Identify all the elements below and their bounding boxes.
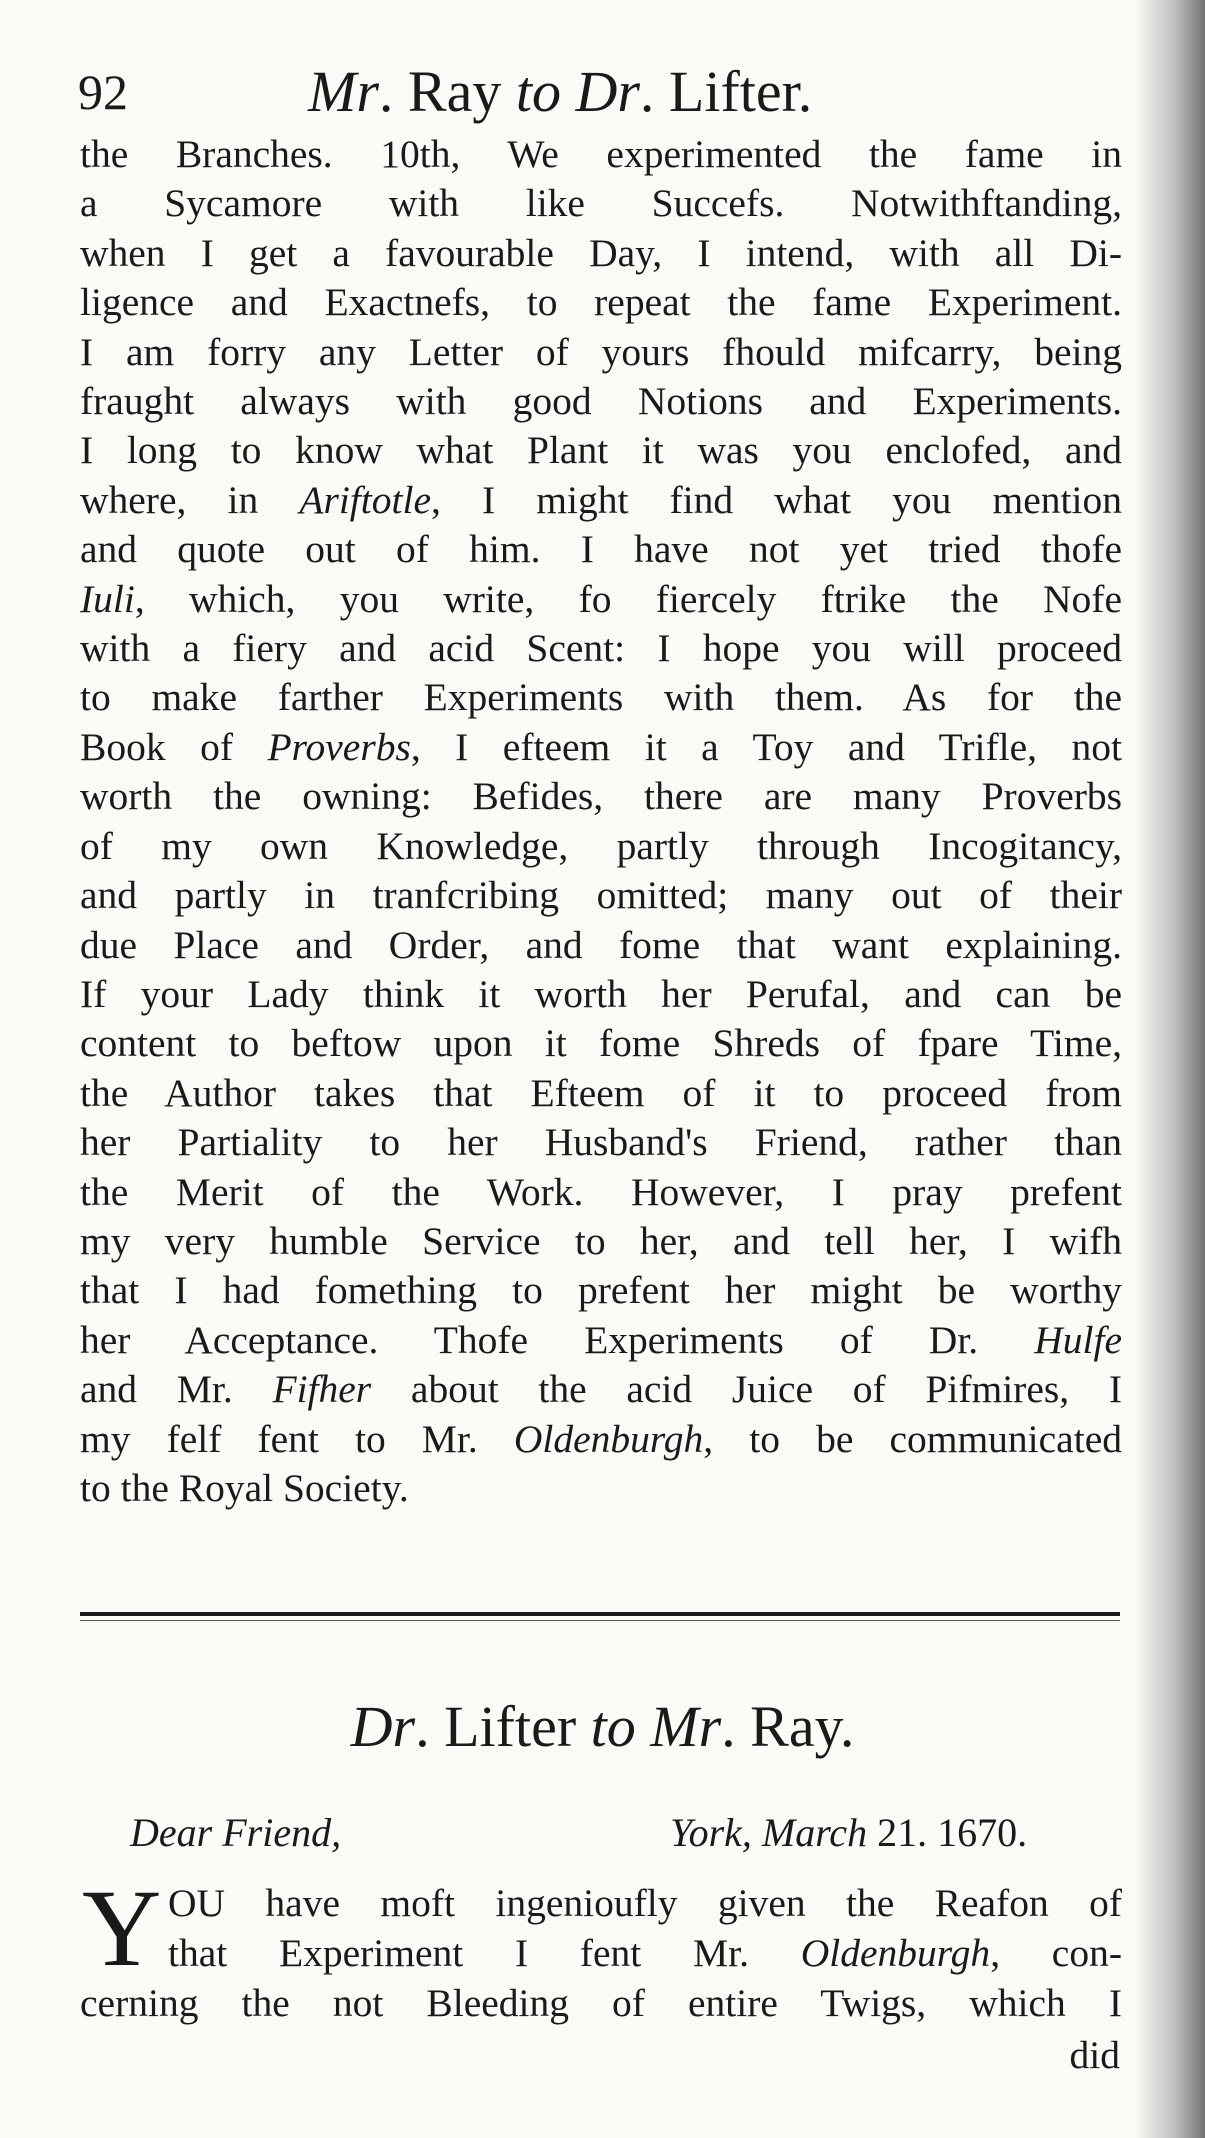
text-line: I am forry any Letter of yours fhould mifcarry, being	[80, 329, 1122, 374]
spine-shadow	[1135, 0, 1205, 2138]
text-line: to make farther Experiments with them. As for the	[80, 675, 1122, 720]
text-line: the Branches. 10th, We experimented the fame in	[80, 132, 1122, 176]
running-head-dr: Dr	[560, 59, 640, 124]
running-head-to: to	[515, 59, 561, 124]
text-line: and Mr. Fifher about the acid Juice of Pifmires, I	[80, 1367, 1122, 1412]
letter-title	[0, 1692, 1205, 1762]
date-month: March	[751, 1810, 868, 1855]
page-number: 92	[78, 64, 128, 120]
text-line: when I get a favourable Day, I intend, with all Di-	[80, 230, 1122, 275]
date-place: York,	[670, 1810, 752, 1855]
letter-line-2a: that Experiment I fent Mr.	[168, 1931, 801, 1975]
section-divider-thin	[80, 1620, 1120, 1621]
letter-line-2	[80, 1928, 1122, 1978]
running-head-mr: Mr	[308, 59, 379, 124]
text-line: the Merit of the Work. However, I pray prefent	[80, 1169, 1122, 1214]
letter-text-previous	[80, 130, 1122, 1513]
running-head	[308, 60, 812, 124]
section-divider	[80, 1612, 1120, 1616]
running-head-ray: . Ray	[378, 59, 516, 124]
letter-line-2b: Oldenburgh	[800, 1931, 991, 1975]
salutation: Dear Friend,	[130, 1810, 342, 1855]
text-line: due Place and Order, and fome that want explaining.	[80, 922, 1122, 967]
text-line: the Author takes that Efteem of it to proceed from	[80, 1070, 1122, 1115]
text-line: her Partiality to her Husband's Friend, rather than	[80, 1120, 1122, 1165]
letter-text-new	[80, 1867, 1122, 2028]
text-line: and quote out of him. I have not yet tried thofe	[80, 527, 1122, 572]
letter-title-mr: Mr	[635, 1694, 722, 1759]
page-header	[78, 60, 1118, 130]
text-line: fraught always with good Notions and Experiments.	[80, 379, 1122, 424]
date-year: 21. 1670.	[867, 1810, 1028, 1855]
text-line: I long to know what Plant it was you enclofed, and	[80, 428, 1122, 473]
text-line: a Sycamore with like Succefs. Notwithftanding,	[80, 181, 1122, 226]
text-line: her Acceptance. Thofe Experiments of Dr. Hulfe	[80, 1317, 1122, 1362]
text-line: my felf fent to Mr. Oldenburgh, to be communicated	[80, 1416, 1122, 1461]
letter-title-ray: . Ray.	[721, 1694, 855, 1759]
text-line: that I had fomething to prefent her might be worthy	[80, 1268, 1122, 1313]
text-line: of my own Knowledge, partly through Incogitancy,	[80, 823, 1122, 868]
letter-line-2c: , con-	[990, 1931, 1122, 1975]
letter-title-dr: Dr	[350, 1694, 416, 1759]
text-line: ligence and Exactnefs, to repeat the fame Experiment.	[80, 280, 1122, 325]
text-line: my very humble Service to her, and tell her, I wifh	[80, 1218, 1122, 1263]
letter-title-lister: . Lifter	[415, 1694, 591, 1759]
text-line: worth the owning: Befides, there are many Proverbs	[80, 774, 1122, 819]
letter-line-1: OU have moft ingenioufly given the Reafon of	[168, 1881, 1122, 1925]
text-line: Iuli, which, you write, fo fiercely ftrike the Nofe	[80, 576, 1122, 621]
letter-title-to: to	[590, 1694, 636, 1759]
running-head-lister: . Lifter.	[639, 59, 813, 124]
text-line: with a fiery and acid Scent: I hope you will proceed	[80, 626, 1122, 671]
text-line: to the Royal Society.	[80, 1465, 409, 1510]
text-line: If your Lady think it worth her Perufal, and can be	[80, 971, 1122, 1016]
text-line: where, in Ariftotle, I might find what you mention	[80, 477, 1122, 522]
text-line: Book of Proverbs, I efteem it a Toy and Trifle, not	[80, 724, 1122, 769]
drop-cap: Y	[82, 1867, 162, 1989]
dateline	[670, 1808, 1027, 1858]
catchword: did	[1069, 2033, 1120, 2077]
letter-line-3: cerning the not Bleeding of entire Twigs, which I	[80, 1981, 1122, 2025]
text-line: content to beftow upon it fome Shreds of fpare Time,	[80, 1021, 1122, 1066]
text-line: and partly in tranfcribing omitted; many out of their	[80, 873, 1122, 918]
